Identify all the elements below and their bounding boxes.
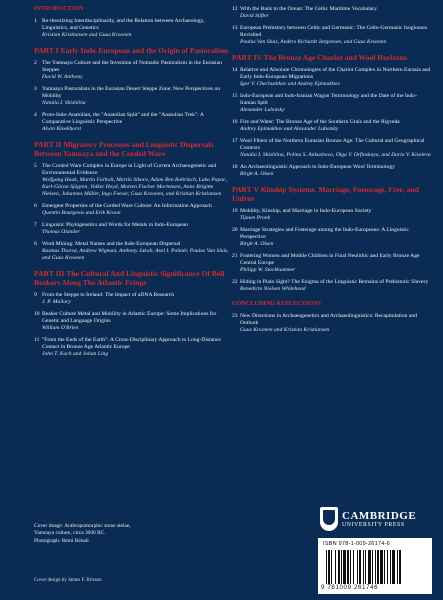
chapter-title: Marriage Strategies and Fosterage among the Indo-Europeans: A Linguistic Perspective	[240, 227, 410, 241]
chapter-number: 11	[34, 336, 40, 343]
toc-entry	[34, 86, 230, 107]
chapter-title: Proto-Indo-Anatolian, the "Anatolian Split" and the "Anatolian Trek": A Comparative Linguistic Perspective	[42, 112, 204, 126]
part-heading: PART IV The Bronze Age Chariot and Wool Horizons	[232, 52, 407, 62]
chapter-number: 19	[232, 208, 238, 215]
chapter-title: Emergent Properties of the Corded Ware Culture: An Information Approach	[42, 203, 212, 210]
chapter-title: An Archaeolinguistic Approach to Indo-European Wool Terminology	[240, 164, 395, 171]
chapter-title: Relative and Absolute Chronologies of the Chariot Complex in Northern Eurasia and Early Indo-European Migrations	[240, 67, 431, 81]
chapter-authors: Quentin Bourgeois and Erik Kroon	[42, 210, 121, 217]
chapter-number: 17	[232, 138, 238, 145]
entry-body	[42, 311, 230, 332]
chapter-authors: Tijmen Pronk	[240, 215, 271, 222]
entry-body	[240, 93, 432, 114]
toc-entry	[232, 119, 432, 133]
toc-left-column	[34, 6, 230, 363]
publisher-press: UNIVERSITY PRESS	[342, 522, 405, 528]
chapter-title: Hiding in Plain Sight? The Enigma of the Linguistic Remains of Prehistoric Slavery	[240, 279, 429, 286]
photo-credit: Photograph: Rémi Bénali	[34, 537, 89, 544]
toc-entry	[232, 253, 432, 274]
chapter-number: 22	[232, 279, 238, 286]
toc-entry	[34, 60, 230, 81]
toc-entry	[232, 6, 432, 20]
entry-body	[42, 241, 230, 262]
chapter-title: Linguistic Phylogenetics and Words for Metals in Indo-European	[42, 222, 188, 229]
chapter-authors: Thomas Olander	[42, 229, 80, 236]
entry-body	[42, 18, 230, 39]
toc-entry	[34, 337, 230, 358]
chapter-authors: Alwin Kloekhorst	[42, 126, 82, 133]
chapter-authors: Birgit A. Olsen	[240, 241, 274, 248]
publisher-logo	[318, 504, 432, 534]
chapter-authors: Kristian Kristiansen and Guus Kroonen	[42, 31, 132, 38]
toc-entry	[34, 203, 230, 217]
chapter-title: The Yamnaya Culture and the Invention of Nomadic Pastoralism in the Eurasian Steppes	[42, 60, 222, 74]
chapter-authors: Philipp W. Stockhammer	[240, 267, 296, 274]
part-heading: INTRODUCTION	[34, 5, 84, 12]
chapter-title: Yamnaya Pastoralists in the Eurasian Desert Steppe Zone: New Perspectives on Mobility	[42, 86, 221, 100]
part-heading: PART II Migratory Processes and Linguistic Dispersals Between Yamnaya and the Corded Ware	[34, 140, 214, 158]
chapter-title: The Corded Ware Complex in Europe in Light of Current Archaeogenetic and Environmental Evidence	[42, 163, 217, 177]
toc-entry	[232, 164, 432, 178]
entry-body	[42, 203, 230, 217]
chapter-number: 13	[232, 24, 238, 31]
chapter-number: 23	[232, 313, 238, 319]
chapter-title: Beaker Culture Metal and Mobility in Atlantic Europe: Some Implications for Genetic and Language Origins	[42, 311, 217, 325]
chapter-number: 12	[232, 6, 238, 12]
shield-icon	[320, 507, 338, 531]
toc-entry	[34, 112, 230, 133]
cover-image-caption: Cover image: Anthropomorphic stone stelae,	[34, 523, 131, 529]
entry-body	[240, 25, 432, 46]
chapter-title: Fostering Women and Mobile Children in Final Neolithic and Early Bronze Age Central Europe	[240, 253, 420, 267]
chapter-authors: Benedicte Nielsen Whitehead	[240, 286, 306, 293]
entry-body	[240, 119, 432, 133]
chapter-authors: J. P. Mallory	[42, 299, 71, 306]
barcode-panel	[318, 538, 432, 594]
toc-entry	[232, 138, 432, 159]
cover-credits	[34, 523, 224, 545]
chapter-authors: Alexander Lubotsky	[240, 107, 285, 114]
chapter-title: European Prehistory between Celtic and Germanic: The Celto-Germanic Isoglosses Revisited	[240, 24, 427, 38]
isbn-label: ISBN 978-1-009-26174-6	[323, 541, 390, 547]
chapter-authors: David Stifter	[240, 12, 269, 19]
entry-body	[42, 163, 230, 198]
chapter-authors: Igor V. Chechushkov and Andrey Epimakhov	[240, 81, 340, 88]
chapter-title: Indo-European and Indo-Iranian Wagon Terminology and the Date of the Indo-Iranian Split	[240, 93, 417, 107]
chapter-number: 8	[34, 241, 37, 248]
chapter-title: Fire and Water: The Bronze Age of the Southern Urals and the Rigveda	[240, 119, 400, 126]
chapter-authors: William O'Brien	[42, 325, 79, 331]
entry-body	[42, 222, 230, 236]
entry-body	[240, 138, 432, 159]
chapter-number: 20	[232, 227, 238, 234]
chapter-authors: Natalia I. Shishlina, Polina S. Ankushova, Olga V. Orfinskaya, and Daria V. Kiseleva	[240, 152, 431, 159]
chapter-title: Mobility, Kinship, and Marriage in Indo-European Society	[240, 208, 372, 215]
chapter-number: 18	[232, 164, 238, 171]
barcode-digits: 9 781009 261746	[321, 584, 379, 591]
chapter-number: 6	[34, 203, 37, 210]
chapter-authors: John T. Koch and Johan Ling	[42, 350, 109, 357]
toc-entry	[232, 67, 432, 88]
entry-body	[240, 279, 432, 293]
part-heading: PART I Early Indo-European and the Origin of Pastoralism	[34, 45, 229, 55]
part-heading: CONCLUDING REFLECTIONS	[232, 300, 321, 308]
entry-body	[240, 253, 432, 274]
chapter-authors: David W. Anthony	[42, 74, 83, 81]
part-heading: PART V Kinship Systems, Marriage, Fosterage, Free, and Unfree	[232, 185, 419, 203]
chapter-number: 9	[34, 292, 37, 299]
chapter-authors: Rasmus Thorsø, Andrew Wigman, Anthony Jakob, Axel I. Palmér, Paulus Van Sluis, and Guus Kroonen	[42, 248, 229, 262]
chapter-number: 4	[34, 112, 37, 119]
entry-body	[240, 67, 432, 88]
entry-body	[42, 86, 230, 107]
chapter-authors: Paulus Van Sluis, Anders Richardt Jørgensen, and Guus Kroonen	[240, 38, 387, 45]
toc-entry	[34, 311, 230, 332]
chapter-number: 7	[34, 222, 37, 229]
entry-body	[42, 292, 230, 306]
chapter-number: 2	[34, 60, 37, 67]
cover-image-culture: Yamnaya culture, circa 3000 BC.	[34, 530, 106, 537]
toc-entry	[232, 313, 432, 334]
toc-entry	[34, 18, 230, 39]
part-heading: PART III The Cultural And Linguistic Significance Of Bell Beakers Along The Atlantic Fringe	[34, 269, 225, 287]
chapter-authors: Andrey Epimakhov and Alexander Lubotsky	[240, 126, 339, 133]
chapter-number: 16	[232, 119, 238, 126]
entry-body	[42, 337, 230, 358]
toc-entry	[34, 163, 230, 198]
chapter-authors: Natalia I. Shishlina	[42, 100, 86, 107]
chapter-title: Word Mining: Metal Names and the Indo-European Dispersal	[42, 241, 181, 248]
toc-entry	[232, 208, 432, 222]
toc-right-column	[232, 6, 432, 339]
chapter-title: "From the Ends of the Earth": A Cross-Disciplinary Approach to Long-Distance Contact in Bronze Age Atlantic Europe	[42, 336, 221, 350]
entry-body	[240, 6, 432, 20]
toc-entry	[34, 241, 230, 262]
chapter-authors: Wolfgang Haak, Martin Furholt, Martin Sikora, Adam Ben Rohrlach, Luka Papac, Karl-Göran Sjögren, Volker Heyd, Morten Fischer Mortensen, Anne Brigitte Nielsen, Johannes Müller, Ingo Feeser, Guus Kroonen, and Kristian Kristiansen	[42, 177, 227, 198]
entry-body	[240, 208, 432, 222]
chapter-number: 1	[34, 17, 37, 24]
entry-body	[42, 112, 230, 133]
publisher-wordmark	[342, 510, 416, 528]
toc-entry	[232, 25, 432, 46]
entry-body	[240, 313, 432, 334]
barcode-icon	[326, 550, 424, 584]
toc-entry	[232, 227, 432, 248]
publisher-name: CAMBRIDGE	[342, 510, 417, 522]
chapter-authors: Guus Kroonen and Kristian Kristiansen	[240, 326, 330, 333]
chapter-title: With the Back to the Ocean: The Celtic Maritime Vocabulary	[240, 6, 377, 12]
chapter-number: 10	[34, 311, 40, 318]
chapter-title: From the Steppe to Ireland: The Impact of aDNA Research	[42, 292, 175, 299]
chapter-number: 15	[232, 93, 238, 100]
chapter-title: Wool Fibers of the Northern Eurasian Bronze Age: The Cultural and Geographical Contexts	[240, 138, 425, 152]
toc-entry	[232, 279, 432, 293]
cover-design-credit: Cover design by James F. Brisson	[34, 578, 102, 583]
chapter-authors: Birgit A. Olsen	[240, 171, 274, 178]
toc-entry	[34, 292, 230, 306]
chapter-title: New Directions in Archaeogenetics and Archaeolinguistics: Recapitulation and Outlook	[240, 313, 417, 326]
chapter-title: Re-theorizing Interdisciplinarity, and the Relation between Archaeology, Linguistics, and Genetics	[42, 17, 205, 31]
chapter-number: 3	[34, 86, 37, 93]
entry-body	[240, 164, 432, 178]
chapter-number: 5	[34, 163, 37, 170]
entry-body	[42, 60, 230, 81]
toc-entry	[34, 222, 230, 236]
entry-body	[240, 227, 432, 248]
chapter-number: 21	[232, 253, 238, 260]
chapter-number: 14	[232, 67, 238, 74]
toc-entry	[232, 93, 432, 114]
